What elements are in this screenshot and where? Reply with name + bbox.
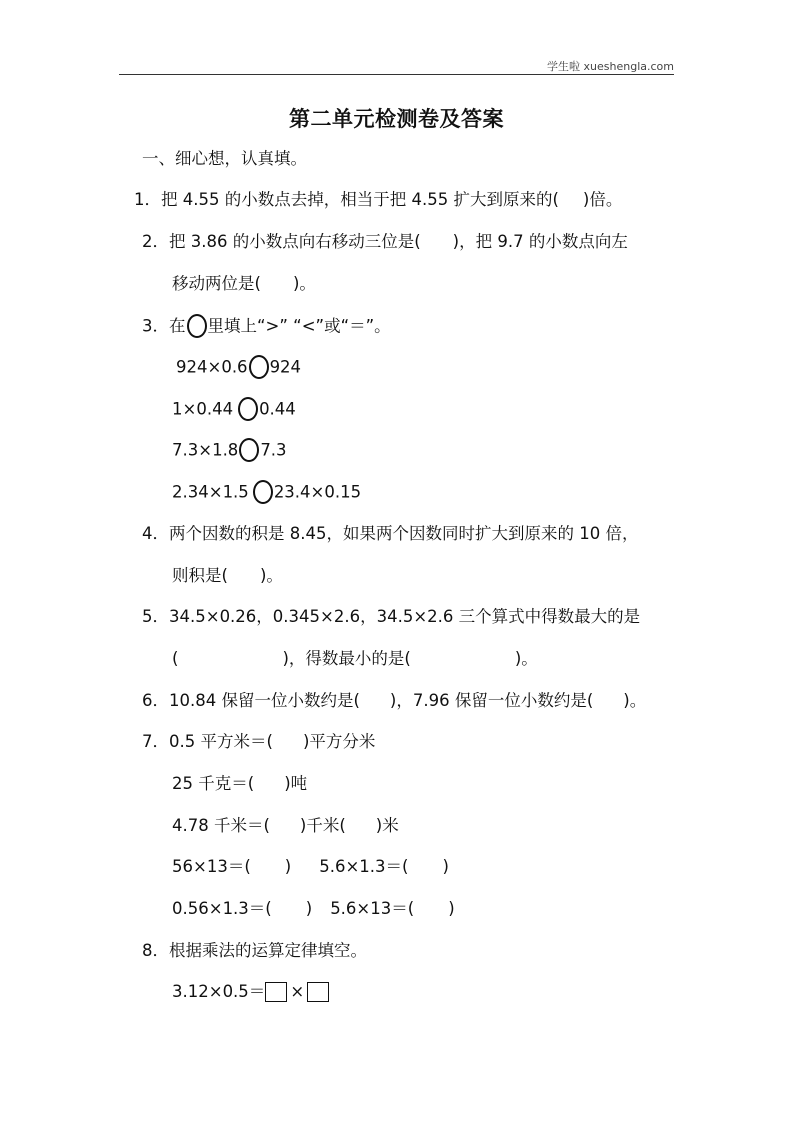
circle-blank-icon — [187, 314, 207, 338]
q7-l1b: )平方分米 — [302, 732, 376, 751]
q7-line-3 — [172, 815, 399, 837]
question-5 — [142, 606, 640, 628]
q6-text-b: )，7.96 保留一位小数约是( — [389, 691, 594, 710]
q5-text-c: )，得数最小的是( — [282, 649, 411, 668]
q4-text-b: 则积是( — [172, 566, 228, 585]
q7-line-5 — [172, 898, 455, 920]
q3-row-right: 23.4×0.15 — [273, 482, 362, 502]
question-4-cont — [172, 565, 283, 587]
q7-number: 7． — [142, 732, 169, 751]
q3-text-b: 里填上“>” “<”或“＝”。 — [207, 316, 391, 336]
q2-text-d: )。 — [292, 274, 316, 293]
site-header: 学生啦 xueshengla.com — [547, 60, 674, 73]
header-divider — [119, 74, 674, 75]
q2-number: 2． — [142, 232, 169, 251]
question-8 — [142, 940, 367, 962]
q8-times: × — [290, 982, 305, 1001]
question-5-cont — [172, 648, 538, 670]
q6-text-c: )。 — [623, 691, 647, 710]
question-2 — [142, 231, 628, 253]
q3-row-left: 1×0.44 — [172, 399, 234, 419]
q7-l5c: 5.6×13＝( — [330, 899, 415, 918]
page-title: 第二单元检测卷及答案 — [289, 107, 504, 131]
square-blank-icon — [307, 982, 329, 1002]
question-6 — [142, 690, 646, 712]
q5-text-b: ( — [172, 649, 179, 668]
q8-expr: 3.12×0.5＝ — [172, 982, 266, 1001]
q3-row-left: 924×0.6 — [176, 357, 248, 377]
q3-row — [172, 481, 361, 505]
q7-l5b: ) — [305, 899, 313, 918]
q3-row-right: 0.44 — [259, 399, 296, 419]
q7-l4b: ) — [284, 857, 292, 876]
q3-number: 3． — [142, 316, 169, 336]
circle-blank-icon — [238, 397, 258, 421]
q7-line-2 — [172, 773, 307, 795]
q1-number: 1． — [134, 190, 161, 209]
q3-row-left: 7.3×1.8 — [172, 440, 239, 460]
q6-number: 6． — [142, 691, 169, 710]
q3-text-a: 在 — [169, 316, 186, 336]
q1-text-a: 把 4.55 的小数点去掉，相当于把 4.55 扩大到原来的( — [161, 190, 559, 209]
q2-text-a: 把 3.86 的小数点向右移动三位是( — [169, 232, 421, 251]
q5-number: 5． — [142, 607, 169, 626]
q7-l3a: 4.78 千米＝( — [172, 816, 270, 835]
question-7 — [142, 731, 375, 753]
q1-text-b: )倍。 — [582, 190, 623, 209]
q3-row — [172, 439, 287, 463]
q3-row-left: 2.34×1.5 — [172, 482, 249, 502]
q7-line-4 — [172, 856, 449, 878]
q3-row — [176, 356, 301, 380]
q3-row-right: 7.3 — [260, 440, 287, 460]
q2-text-c: 移动两位是( — [172, 274, 261, 293]
section-heading: 一、细心想，认真填。 — [142, 149, 307, 168]
circle-blank-icon — [253, 480, 273, 504]
q7-l5d: ) — [448, 899, 455, 918]
q7-l5a: 0.56×1.3＝( — [172, 899, 272, 918]
q4-text-a: 两个因数的积是 8.45，如果两个因数同时扩大到原来的 10 倍， — [169, 524, 639, 543]
q7-l4a: 56×13＝( — [172, 857, 251, 876]
circle-blank-icon — [249, 355, 269, 379]
q4-number: 4． — [142, 524, 169, 543]
q5-text-a: 34.5×0.26，0.345×2.6，34.5×2.6 三个算式中得数最大的是 — [169, 607, 641, 626]
q8-number: 8． — [142, 941, 169, 960]
q3-row — [172, 398, 296, 422]
q8-expression — [172, 981, 329, 1003]
q3-row-right: 924 — [269, 357, 302, 377]
circle-blank-icon — [239, 438, 259, 462]
q7-l2a: 25 千克＝( — [172, 774, 255, 793]
q7-l4d: ) — [442, 857, 449, 876]
q4-text-c: )。 — [259, 566, 283, 585]
square-blank-icon — [265, 982, 287, 1002]
q7-l3c: )米 — [375, 816, 399, 835]
q7-l2b: )吨 — [284, 774, 308, 793]
q8-text-a: 根据乘法的运算定律填空。 — [169, 941, 367, 960]
q2-text-b: )，把 9.7 的小数点向左 — [452, 232, 628, 251]
q6-text-a: 10.84 保留一位小数约是( — [169, 691, 360, 710]
question-3 — [142, 315, 391, 339]
q7-l4c: 5.6×1.3＝( — [319, 857, 409, 876]
question-2-cont — [172, 273, 316, 295]
question-1 — [134, 189, 622, 211]
q5-text-d: )。 — [514, 649, 538, 668]
q7-l1a: 0.5 平方米＝( — [169, 732, 273, 751]
q7-l3b: )千米( — [299, 816, 346, 835]
question-4 — [142, 523, 638, 545]
